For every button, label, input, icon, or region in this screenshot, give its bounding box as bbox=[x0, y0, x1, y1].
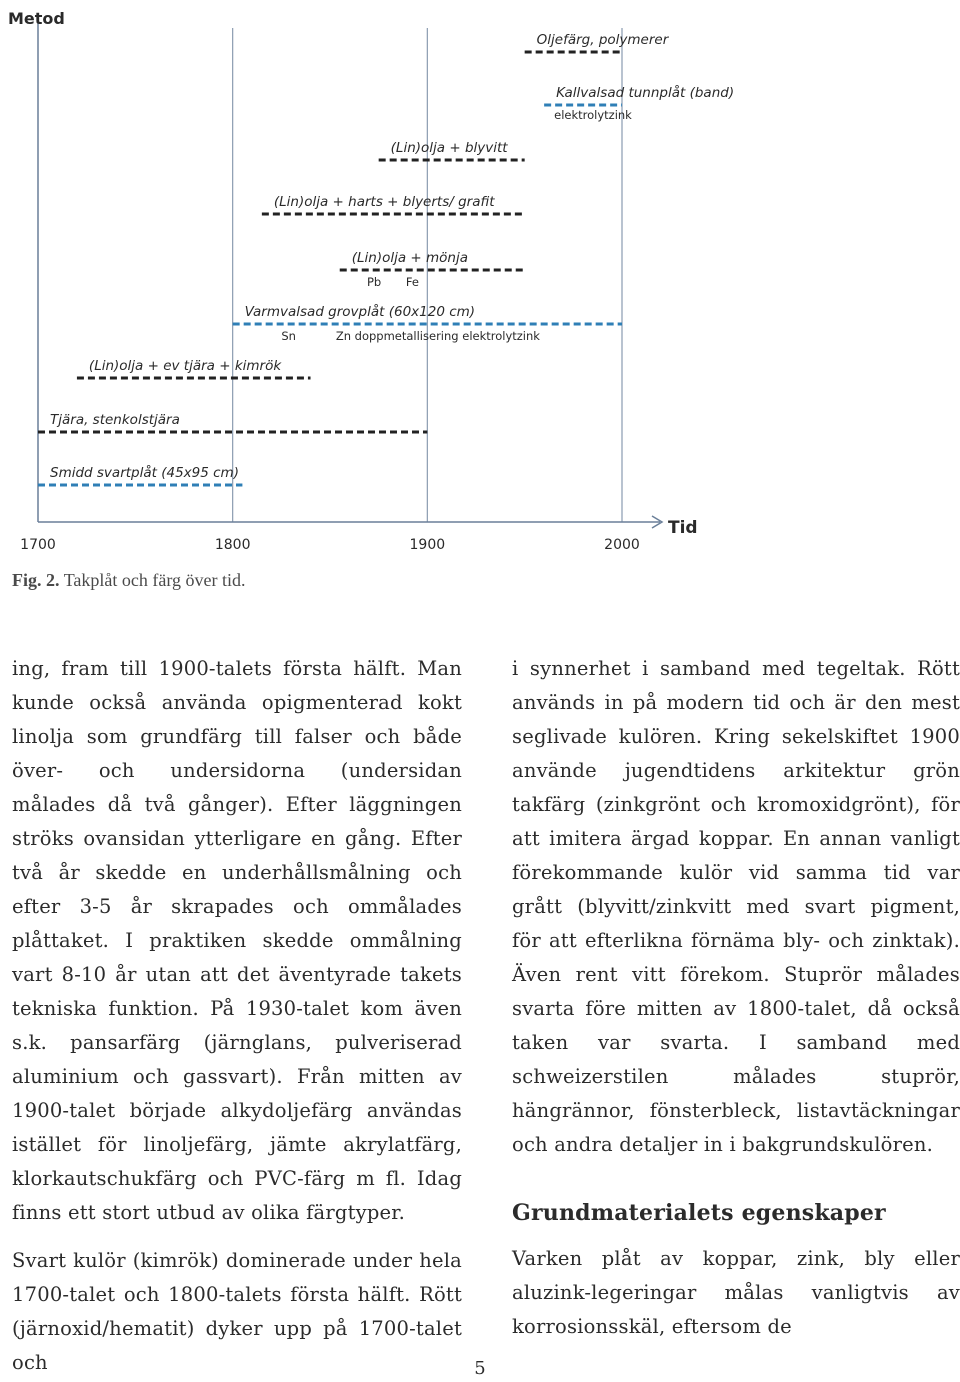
y-axis-label: Metod bbox=[8, 9, 65, 28]
x-tick-label-1900: 1900 bbox=[409, 537, 446, 553]
page-number: 5 bbox=[474, 1358, 486, 1379]
x-tick-label-2000: 2000 bbox=[604, 537, 640, 553]
left-paragraph-2: Svart kulör (kimrök) dominerade under hela 1700-talet och 1800-talets första hälft. Rött (järnoxid/hematit) dyker upp på 1700-talet och bbox=[12, 1249, 462, 1374]
series-sublabel-3-1: Zn doppmetallisering elektrolytzink bbox=[335, 329, 540, 343]
series-sublabel-4-0: Pb bbox=[366, 275, 382, 289]
right-column bbox=[512, 652, 960, 1344]
series-sublabel-7-0: elektrolytzink bbox=[554, 108, 632, 122]
series-sublabel-3-0: Sn bbox=[281, 329, 296, 343]
right-paragraph-2: Varken plåt av koppar, zink, bly eller aluzink-legeringar målas vanligtvis av korrosionsskäl, eftersom de bbox=[512, 1247, 960, 1338]
x-tick-label-1700: 1700 bbox=[20, 537, 56, 553]
series-label-3: Varmvalsad grovplåt (60x120 cm) bbox=[244, 304, 476, 320]
series-label-5: (Lin)olja + harts + blyerts/ grafit bbox=[273, 194, 495, 210]
series-label-8: Oljefärg, polymerer bbox=[536, 32, 669, 48]
timeline-chart bbox=[0, 0, 960, 560]
section-heading: Grundmaterialets egenskaper bbox=[512, 1200, 886, 1226]
series-label-1: Tjära, stenkolstjära bbox=[50, 412, 180, 428]
series-label-2: (Lin)olja + ev tjära + kimrök bbox=[88, 358, 282, 374]
series-sublabel-4-1: Fe bbox=[405, 275, 419, 289]
x-tick-label-1800: 1800 bbox=[214, 537, 251, 553]
left-column bbox=[12, 652, 462, 1380]
x-axis-label: Tid bbox=[668, 518, 698, 538]
series-label-7: Kallvalsad tunnplåt (band) bbox=[556, 85, 735, 101]
chart-gridlines bbox=[233, 28, 622, 522]
figure-caption bbox=[12, 570, 246, 591]
series-label-4: (Lin)olja + mönja bbox=[351, 250, 469, 266]
chart-labels bbox=[8, 9, 734, 553]
series-label-0: Smidd svartplåt (45x95 cm) bbox=[50, 465, 239, 481]
figure-caption-label: Fig. 2. bbox=[12, 570, 60, 590]
series-label-6: (Lin)olja + blyvitt bbox=[390, 140, 508, 156]
figure-caption-text: Takplåt och färg över tid. bbox=[63, 570, 246, 590]
left-paragraph-1: ing, fram till 1900-talets första hälft. Man kunde också använda opigmenterad kokt linolja som grundfärg till falser och både över- och undersidorna (undersidan målades då två gånger). Efter läggningen ströks ovansidan ytterligare en gång. Efter två år skedde en underhållsmålning och efter 3-5 år skrapades och ommålades plåttaket. I praktiken skedde ommålning vart 8-10 år utan att det äventyrade takets tekniska funktion. På 1930-talet kom även s.k. pansarfärg (järnglans, pulveriserad aluminium och gassvart). Från mitten av 1900-talet började alkydoljefärg användas istället för linoljefärg, jämte akrylatfärg, klorkautschukfärg och PVC-färg m fl. Idag finns ett stort utbud av olika färgtyper. bbox=[12, 657, 462, 1224]
right-paragraph-1: i synnerhet i samband med tegeltak. Rött används in på modern tid och är den mest seglivade kulören. Kring sekelskiftet 1900 använde jugendtidens arkitektur grön takfärg (zinkgrönt och kromoxidgrönt), för att imitera ärgad koppar. En annan vanligt förekommande kulör vid samma tid var grått (blyvitt/zinkvitt med svart pigment, för att efterlikna förnäma bly- och zinktak). Även rent vitt förekom. Stuprör målades svarta före mitten av 1800-talet, då också taken var svarta. I samband med schweizerstilen målades stuprör, hängrännor, fönsterbleck, listavtäckningar och andra detaljer in i bakgrundskulören. bbox=[512, 657, 960, 1156]
